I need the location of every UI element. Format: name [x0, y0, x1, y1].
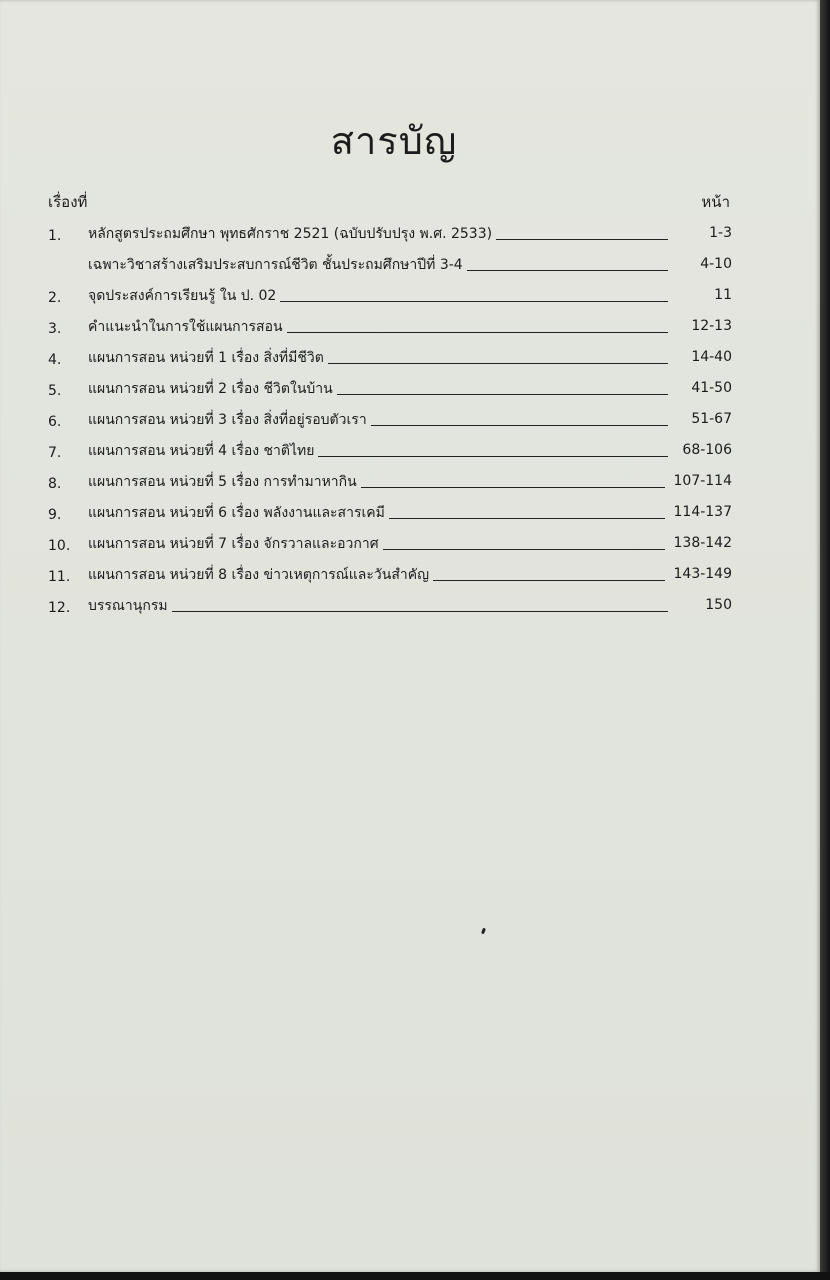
toc-entry — [48, 377, 732, 408]
toc-entry — [48, 408, 732, 439]
page-column-header: หน้า — [701, 193, 730, 211]
table-of-contents — [48, 222, 732, 625]
dot-leader — [361, 487, 665, 488]
entry-number: 9. — [48, 507, 62, 523]
entry-page: 143-149 — [673, 566, 732, 582]
entry-number: 12. — [48, 600, 71, 616]
dot-leader — [371, 425, 668, 426]
entry-number: 4. — [48, 352, 62, 368]
dot-leader — [172, 611, 668, 612]
toc-entry — [48, 222, 732, 253]
toc-entry — [48, 439, 732, 470]
toc-entry — [48, 346, 732, 377]
entry-page: 114-137 — [673, 504, 732, 520]
scan-edge-bottom — [0, 1272, 830, 1280]
toc-entry — [48, 563, 732, 594]
entry-page: 14-40 — [691, 349, 732, 365]
entry-page: 150 — [705, 597, 732, 613]
scan-edge-right — [820, 0, 830, 1280]
entry-title: แผนการสอน หน่วยที่ 5 เรื่อง การทำมาหากิน — [88, 474, 357, 490]
entry-title: แผนการสอน หน่วยที่ 2 เรื่อง ชีวิตในบ้าน — [88, 381, 333, 397]
entry-title: แผนการสอน หน่วยที่ 4 เรื่อง ชาติไทย — [88, 443, 315, 459]
entry-title: แผนการสอน หน่วยที่ 3 เรื่อง สิ่งที่อยู่รอบตัวเรา — [88, 412, 367, 428]
entry-title: แผนการสอน หน่วยที่ 7 เรื่อง จักรวาลและอวกาศ — [88, 536, 379, 552]
dot-leader — [337, 394, 668, 395]
entry-page: 4-10 — [700, 256, 732, 272]
entry-title: คำแนะนำในการใช้แผนการสอน — [88, 319, 283, 335]
toc-entry — [48, 594, 732, 625]
toc-entry — [48, 532, 732, 563]
ink-speck — [481, 928, 486, 935]
entry-title: แผนการสอน หน่วยที่ 8 เรื่อง ข่าวเหตุการณ์และวันสำคัญ — [88, 567, 430, 583]
toc-entry — [48, 284, 732, 315]
entry-page: 41-50 — [691, 380, 732, 396]
entry-title: แผนการสอน หน่วยที่ 6 เรื่อง พลังงานและสารเคมี — [88, 505, 385, 521]
dot-leader — [496, 239, 668, 240]
entry-number: 11. — [48, 569, 71, 585]
entry-number: 2. — [48, 290, 62, 306]
page-title: สารบัญ — [330, 119, 458, 163]
toc-entry — [48, 253, 732, 284]
entry-page: 68-106 — [682, 442, 732, 458]
dot-leader — [328, 363, 668, 364]
entry-page: 51-67 — [691, 411, 732, 427]
dot-leader — [467, 270, 668, 271]
entry-number: 10. — [48, 538, 71, 554]
dot-leader — [383, 549, 665, 550]
entry-page: 11 — [714, 287, 732, 303]
entry-title: แผนการสอน หน่วยที่ 1 เรื่อง สิ่งที่มีชีวิต — [88, 350, 324, 366]
entry-title: บรรณานุกรม — [88, 598, 168, 614]
entry-page: 12-13 — [691, 318, 732, 334]
entry-number: 6. — [48, 414, 62, 430]
entry-number: 8. — [48, 476, 62, 492]
entry-number: 1. — [48, 228, 62, 244]
entry-number: 5. — [48, 383, 62, 399]
dot-leader — [433, 580, 665, 581]
entry-title: จุดประสงค์การเรียนรู้ ใน ป. 02 — [88, 288, 277, 304]
entry-page: 138-142 — [673, 535, 732, 551]
topic-column-header: เรื่องที่ — [48, 193, 88, 211]
dot-leader — [389, 518, 665, 519]
entry-number: 7. — [48, 445, 62, 461]
toc-entry — [48, 315, 732, 346]
entry-title: หลักสูตรประถมศึกษา พุทธศักราช 2521 (ฉบับปรับปรุง พ.ศ. 2533) — [88, 226, 493, 242]
dot-leader — [280, 301, 668, 302]
dot-leader — [287, 332, 668, 333]
dot-leader — [318, 456, 668, 457]
entry-page: 107-114 — [673, 473, 732, 489]
entry-page: 1-3 — [709, 225, 732, 241]
toc-entry — [48, 470, 732, 501]
entry-title: เฉพาะวิชาสร้างเสริมประสบการณ์ชีวิต ชั้นประถมศึกษาปีที่ 3-4 — [88, 257, 463, 273]
toc-entry — [48, 501, 732, 532]
entry-number: 3. — [48, 321, 62, 337]
